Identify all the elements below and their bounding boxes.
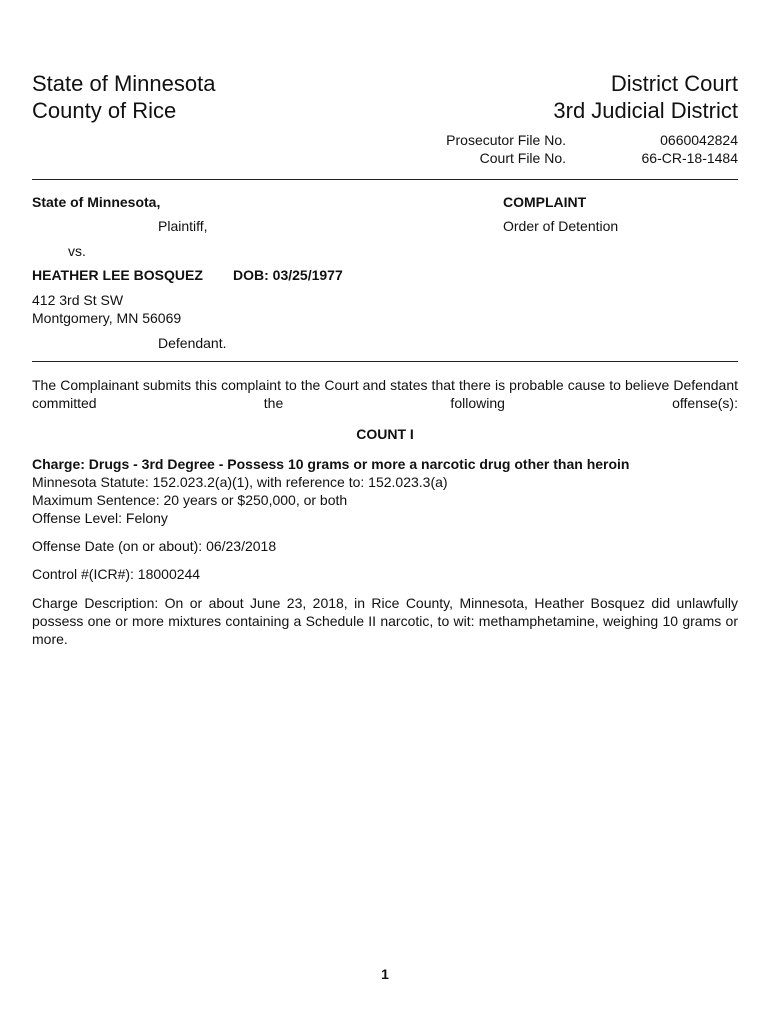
- court-heading: District Court: [610, 71, 738, 96]
- defendant-name: HEATHER LEE BOSQUEZ: [32, 267, 203, 283]
- caption-divider: [32, 361, 738, 362]
- document-type: COMPLAINT: [503, 194, 587, 210]
- versus-label: vs.: [68, 243, 86, 259]
- complaint-intro: The Complainant submits this complaint to the Court and states that there is probable cause to believe Defendant committed the following offense(s):: [32, 377, 738, 411]
- charge-block: [32, 455, 630, 527]
- defendant-address-line1: 412 3rd St SW: [32, 292, 124, 308]
- defendant-dob: DOB: 03/25/1977: [233, 267, 343, 283]
- statute-line: Minnesota Statute: 152.023.2(a)(1), with reference to: 152.023.3(a): [32, 474, 448, 490]
- max-sentence-line: Maximum Sentence: 20 years or $250,000, or both: [32, 492, 348, 508]
- plaintiff-name: State of Minnesota,: [32, 194, 161, 210]
- county-heading: County of Rice: [32, 98, 177, 123]
- offense-date: Offense Date (on or about): 06/23/2018: [32, 538, 277, 554]
- defendant-role: Defendant.: [158, 335, 227, 351]
- court-file-value: 66-CR-18-1484: [641, 150, 738, 166]
- page-number: 1: [381, 966, 389, 982]
- prosecutor-file-label: Prosecutor File No.: [446, 132, 566, 148]
- district-heading: 3rd Judicial District: [553, 98, 738, 123]
- offense-level-line: Offense Level: Felony: [32, 510, 168, 526]
- state-heading: State of Minnesota: [32, 71, 216, 96]
- defendant-address-line2: Montgomery, MN 56069: [32, 310, 182, 326]
- prosecutor-file-value: 0660042824: [660, 132, 738, 148]
- court-file-label: Court File No.: [479, 150, 566, 166]
- header-divider: [32, 179, 738, 180]
- charge-description: Charge Description: On or about June 23, 2018, in Rice County, Minnesota, Heather Bosquez did unlawfully possess one or more mixtures containing a Schedule II narcotic, to wit: methamphetamine, weighing 10 grams or more.: [32, 595, 738, 647]
- count-title: COUNT I: [356, 426, 414, 442]
- document-subtitle: Order of Detention: [503, 218, 619, 234]
- charge-title: Charge: Drugs - 3rd Degree - Possess 10 grams or more a narcotic drug other than heroin: [32, 456, 630, 472]
- plaintiff-role: Plaintiff,: [158, 218, 208, 234]
- control-number: Control #(ICR#): 18000244: [32, 566, 201, 582]
